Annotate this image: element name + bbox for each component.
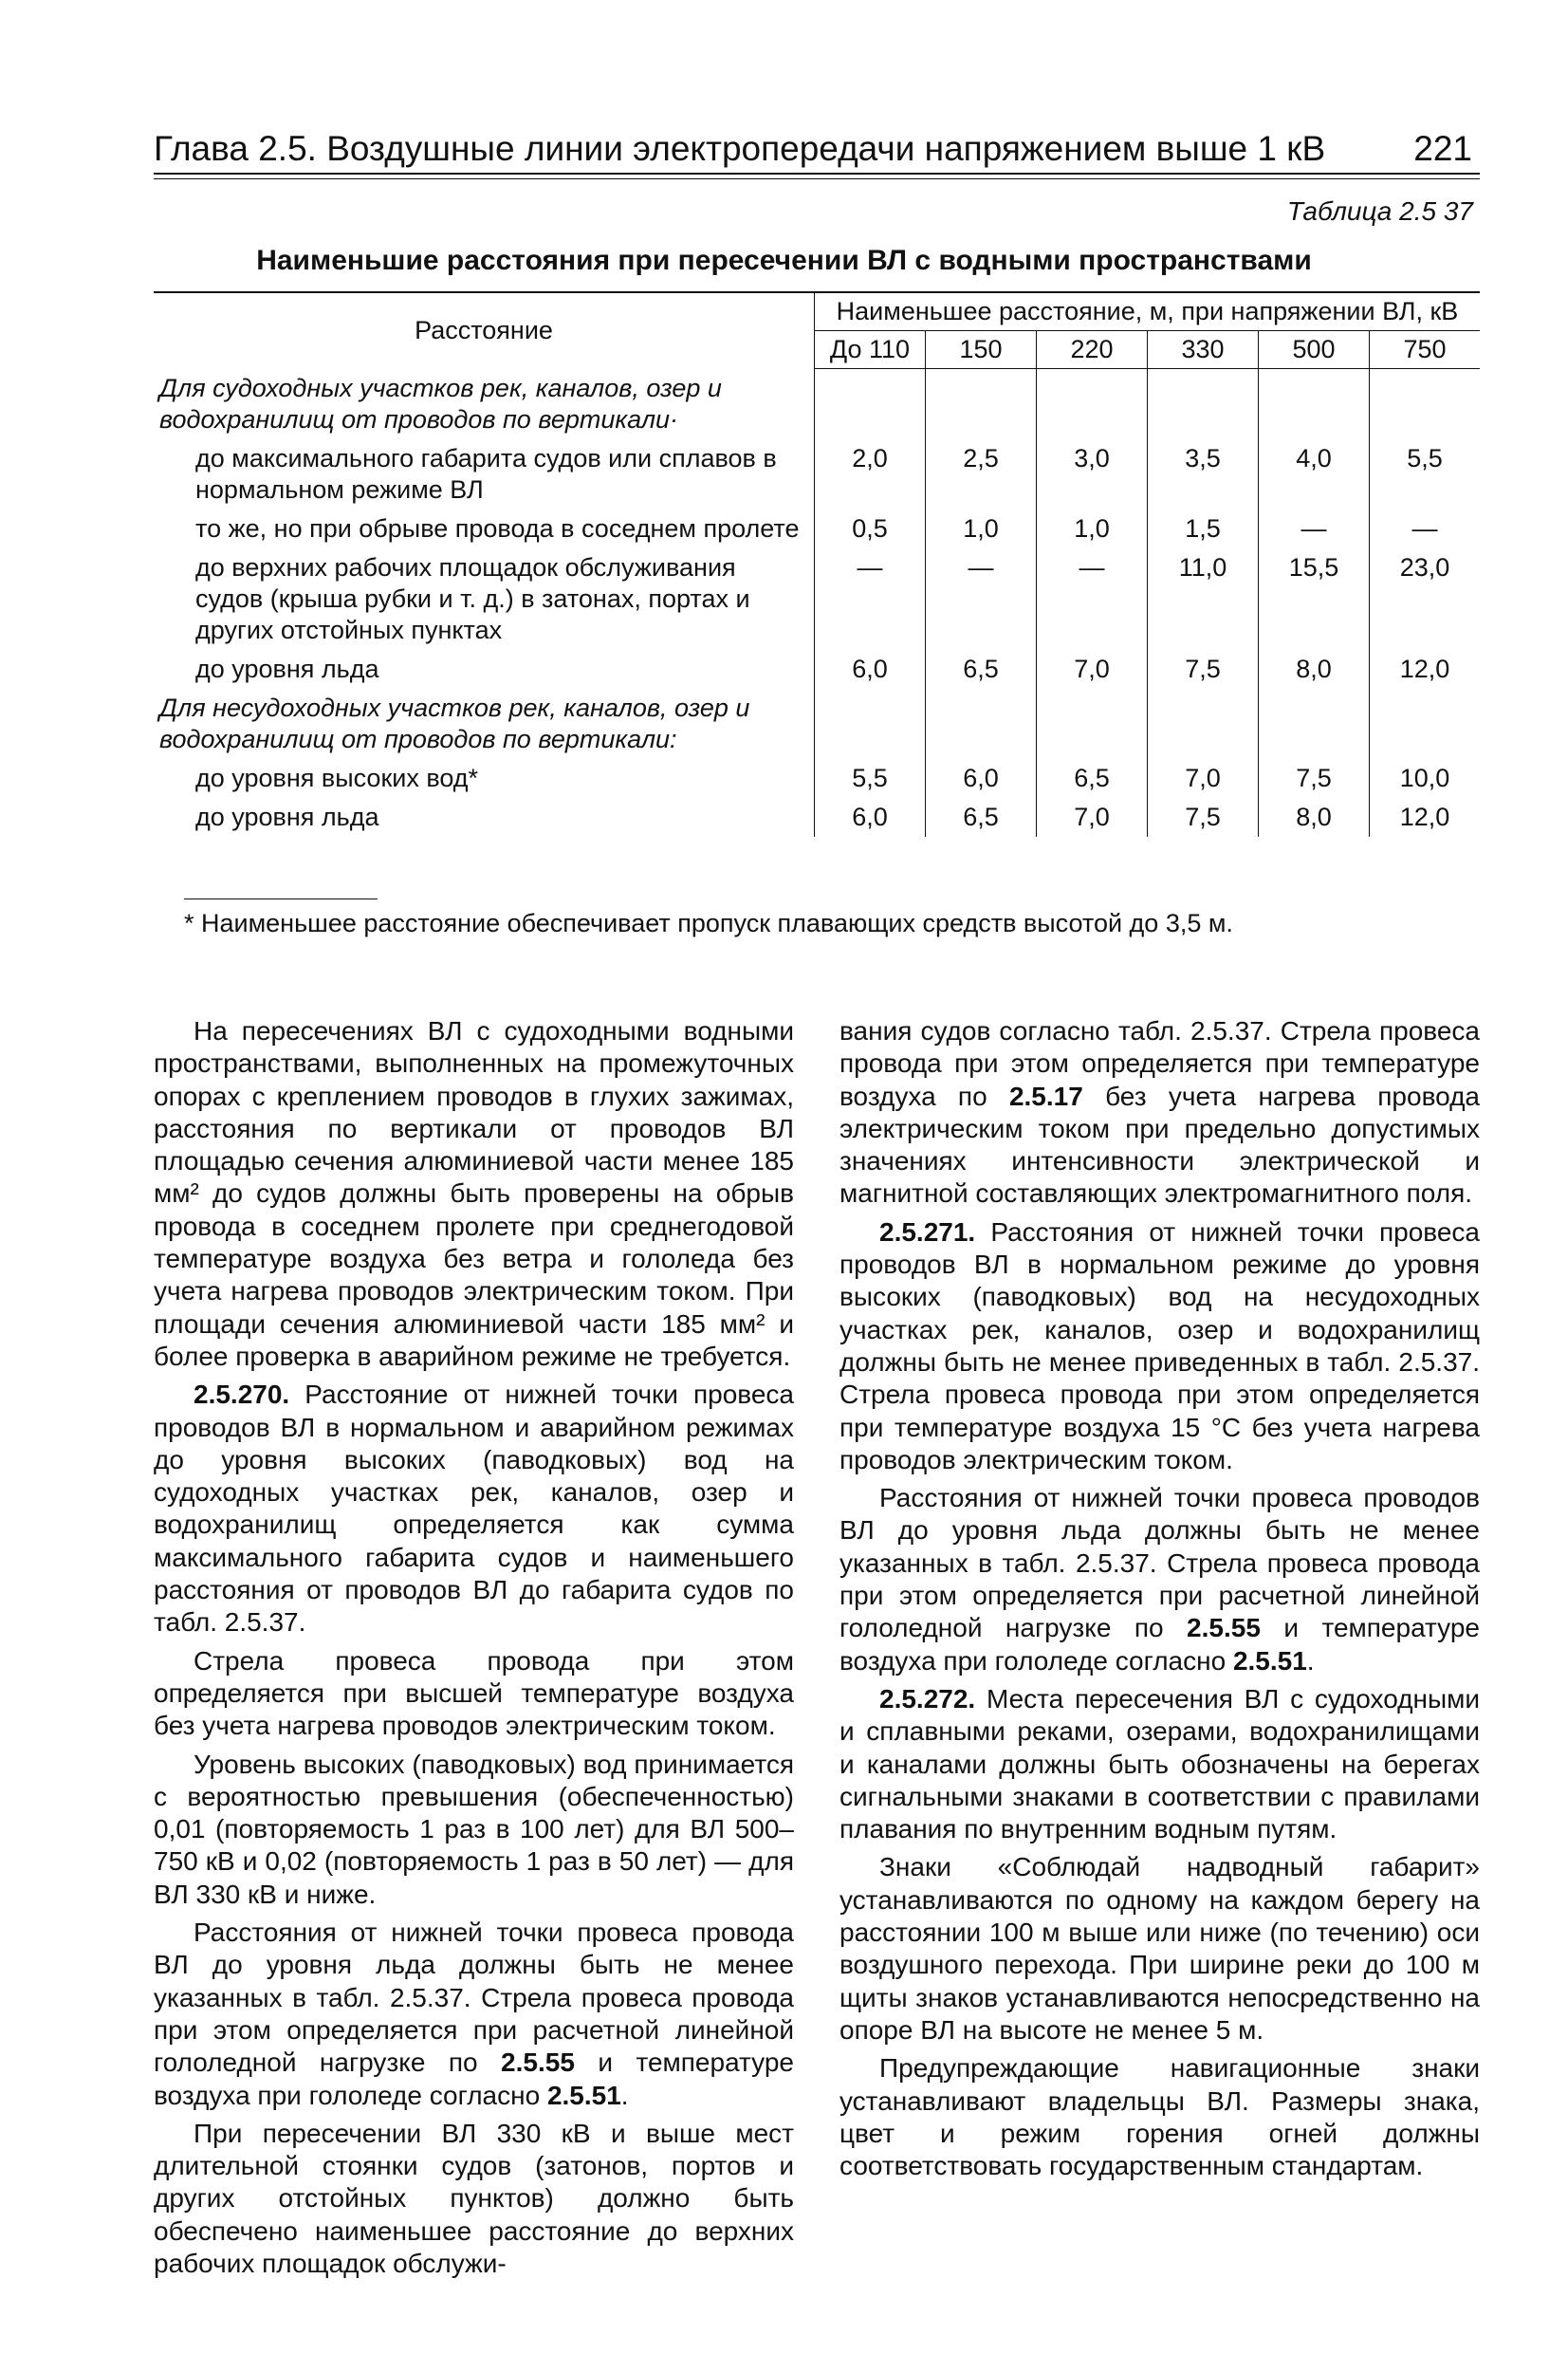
- cell-value: 8,0: [1259, 650, 1370, 689]
- cell-value: 12,0: [1370, 798, 1481, 837]
- table-row: [154, 798, 1480, 837]
- cell-value: 23,0: [1370, 548, 1481, 650]
- cell-value: [926, 689, 1037, 759]
- cell-value: 10,0: [1370, 759, 1481, 798]
- text-column-left: [154, 1015, 794, 2286]
- paragraph: [839, 1683, 1480, 1845]
- page-number: 221: [1413, 129, 1472, 168]
- paragraph-text: и температуре воздуха при гололеде согласно: [154, 2047, 795, 2110]
- clause-reference: 2.5.17: [1008, 1081, 1083, 1111]
- cell-value: 3,5: [1148, 439, 1259, 510]
- cell-value: —: [926, 548, 1037, 650]
- table-row: [154, 548, 1480, 650]
- cell-value: 6,5: [1037, 759, 1148, 798]
- paragraph: [839, 1015, 1480, 1211]
- cell-value: [815, 689, 926, 759]
- cell-value: 1,0: [1037, 510, 1148, 548]
- paragraph-text: и температуре воздуха при гололеде согласно: [839, 1613, 1481, 1676]
- voltage-header: 220: [1037, 331, 1148, 369]
- clause-reference: 2.5.51: [1232, 1645, 1307, 1676]
- cell-value: 6,5: [926, 650, 1037, 689]
- paragraph-text: Знаки «Соблюдай надводный габарит» устанавливаются по одному на каждом берегу на расстоянии 100 м выше или ниже (по течению) оси воздушного перехода. При ширине реки до 100 м щиты знаков устанавливаются непосредственно на опоре ВЛ на высоте не менее 5 м.: [839, 1852, 1480, 2045]
- cell-value: [1148, 689, 1259, 759]
- cell-value: 2,0: [815, 439, 926, 510]
- cell-value: —: [1370, 510, 1481, 548]
- cell-value: 7,0: [1037, 650, 1148, 689]
- cell-value: [1148, 369, 1259, 439]
- cell-value: [1037, 689, 1148, 759]
- paragraph-text: .: [620, 2080, 629, 2110]
- paragraph-text: Расстояния от нижней точки провеса проводов ВЛ до уровня льда должны быть не менее указанных в табл. 2.5.37. Стрела провеса провода при этом определяется при расчетной линейной гололедной нагрузке по: [839, 1483, 1480, 1643]
- cell-value: 11,0: [1148, 548, 1259, 650]
- cell-value: [1370, 369, 1481, 439]
- cell-value: —: [815, 548, 926, 650]
- paragraph-text: Стрела провеса провода при этом определяется при высшей температуре воздуха без учета нагрева проводов электрическим током.: [154, 1645, 794, 1741]
- text-column-right: [839, 1015, 1480, 2188]
- running-header: [154, 123, 1480, 175]
- table-row: [154, 369, 1480, 439]
- clause-number: 2.5.270.: [194, 1380, 290, 1410]
- paragraph: [154, 1645, 794, 1743]
- paragraph-text: При пересечении ВЛ 330 кВ и выше мест длительной стоянки судов (затонов, портов и других отстойных пунктов) должно быть обеспечено наименьшее расстояние до верхних рабочих площадок обслужи-: [154, 2118, 794, 2278]
- voltage-header: 500: [1259, 331, 1370, 369]
- cell-value: 7,5: [1148, 650, 1259, 689]
- paragraph: [154, 2118, 794, 2280]
- cell-value: 1,5: [1148, 510, 1259, 548]
- table-footnote: * Наименьшее расстояние обеспечивает пропуск плавающих средств высотой до 3,5 м.: [184, 909, 1233, 937]
- cell-value: —: [1037, 548, 1148, 650]
- row-label: то же, но при обрыве провода в соседнем пролете: [195, 513, 800, 543]
- paragraph-text: вания судов согласно табл. 2.5.37. Стрела провеса провода при этом определяется при температуре воздуха по: [839, 1016, 1480, 1111]
- table-number: Таблица 2.5 37: [1286, 196, 1473, 226]
- row-label: до уровня высоких вод*: [195, 763, 479, 792]
- cell-value: [1259, 689, 1370, 759]
- table-row: [154, 510, 1480, 548]
- voltage-header: 750: [1370, 331, 1481, 369]
- cell-value: 0,5: [815, 510, 926, 548]
- table-row: [154, 650, 1480, 689]
- clause-reference: 2.5.55: [501, 2047, 575, 2078]
- paragraph-text: Места пересечения ВЛ с судоходными и сплавными реками, озерами, водохранилищами и каналами должны быть обозначены на берегах сигнальными знаками в соответствии с правилами плавания по внутренним водным путям.: [839, 1683, 1480, 1844]
- voltage-header: 330: [1148, 331, 1259, 369]
- column-header-distance: Расстояние: [154, 292, 815, 369]
- cell-value: 4,0: [1259, 439, 1370, 510]
- cell-value: 7,5: [1259, 759, 1370, 798]
- clause-number: 2.5.271.: [879, 1216, 976, 1247]
- row-label: до максимального габарита судов или сплавов в нормальном режиме ВЛ: [195, 443, 777, 504]
- voltage-header: До 110: [815, 331, 926, 369]
- paragraph-text: Расстояния от нижней точки провеса проводов ВЛ в нормальном режиме до уровня высоких (паводковых) вод на несудоходных участках рек, каналов, озер и водохранилищ должны быть не менее приведенных в табл. 2.5.37. Стрела провеса провода при этом определяется при температуре воздуха 15 °С без учета нагрева проводов электрическим током.: [839, 1216, 1480, 1474]
- row-label: до уровня льда: [195, 802, 379, 831]
- cell-value: 2,5: [926, 439, 1037, 510]
- cell-value: 6,0: [926, 759, 1037, 798]
- paragraph-text: .: [1306, 1645, 1315, 1676]
- cell-value: [1037, 369, 1148, 439]
- cell-value: [926, 369, 1037, 439]
- cell-value: 6,5: [926, 798, 1037, 837]
- column-group-header: Наименьшее расстояние, м, при напряжении ВЛ, кВ: [815, 292, 1481, 331]
- cell-value: 5,5: [1370, 439, 1481, 510]
- paragraph: [839, 1216, 1480, 1476]
- cell-value: 5,5: [815, 759, 926, 798]
- clause-reference: 2.5.51: [546, 2080, 621, 2110]
- cell-value: 6,0: [815, 650, 926, 689]
- table-title: Наименьшие расстояния при пересечении ВЛ с водными пространствами: [256, 245, 1312, 276]
- cell-value: 1,0: [926, 510, 1037, 548]
- cell-value: 12,0: [1370, 650, 1481, 689]
- cell-value: 7,0: [1148, 759, 1259, 798]
- paragraph-text: На пересечениях ВЛ с судоходными водными пространствами, выполненных на промежуточных опорах с креплением проводов в глухих зажимах, расстояния по вертикали от проводов ВЛ площадью сечения алюминиевой части менее 185 мм² до судов должны быть проверены на обрыв провода в соседнем пролете при среднегодовой температуре воздуха без ветра и гололеда без учета нагрева проводов электрическим током. При площади сечения алюминиевой части 185 мм² и более проверка в аварийном режиме не требуется.: [154, 1016, 794, 1371]
- cell-value: 7,5: [1148, 798, 1259, 837]
- paragraph-text: Расстояние от нижней точки провеса проводов ВЛ в нормальном и аварийном режимах до уровня высоких (паводковых) вод на судоходных участках рек, каналов, озер и водохранилищ определяется как сумма максимального габарита судов и наименьшего расстояния от проводов ВЛ до габарита судов по табл. 2.5.37.: [154, 1380, 794, 1638]
- cell-value: 15,5: [1259, 548, 1370, 650]
- cell-value: [1259, 369, 1370, 439]
- paragraph: [839, 1851, 1480, 2047]
- row-label: Для судоходных участков рек, каналов, озер и водохранилищ от проводов по вертикали·: [159, 373, 722, 434]
- cell-value: [815, 369, 926, 439]
- paragraph: [839, 2052, 1480, 2182]
- table-row: [154, 689, 1480, 759]
- clause-number: 2.5.272.: [879, 1683, 976, 1714]
- row-label: Для несудоходных участков рек, каналов, озер и водохранилищ от проводов по вертикали:: [159, 693, 750, 753]
- chapter-title: Глава 2.5. Воздушные линии электропередачи напряжением выше 1 кВ: [154, 129, 1326, 168]
- cell-value: 6,0: [815, 798, 926, 837]
- paragraph-text: Расстояния от нижней точки провеса провода ВЛ до уровня льда должны быть не менее указанных в табл. 2.5.37. Стрела провеса провода при этом определяется при расчетной линейной гололедной нагрузке по: [154, 1918, 794, 2078]
- cell-value: 7,0: [1037, 798, 1148, 837]
- paragraph-text: Предупреждающие навигационные знаки устанавливают владельцы ВЛ. Размеры знака, цвет и режим горения огней должны соответствовать государственным стандартам.: [839, 2053, 1480, 2181]
- distance-table: [154, 291, 1480, 837]
- paragraph: [154, 1917, 794, 2112]
- clause-reference: 2.5.55: [1187, 1613, 1261, 1643]
- paragraph: [154, 1015, 794, 1373]
- header-divider: [154, 178, 1480, 179]
- cell-value: 8,0: [1259, 798, 1370, 837]
- row-label: до верхних рабочих площадок обслуживания судов (крыша рубки и т. д.) в затонах, портах и других отстойных пунктах: [195, 552, 750, 644]
- table-row: [154, 759, 1480, 798]
- cell-value: —: [1259, 510, 1370, 548]
- paragraph-text: Уровень высоких (паводковых) вод принимается с вероятностью превышения (обеспеченностью) 0,01 (повторяемость 1 раз в 100 лет) для ВЛ 500–750 кВ и 0,02 (повторяемость 1 раз в 50 лет) — для ВЛ 330 кВ и ниже.: [154, 1749, 794, 1909]
- row-label: до уровня льда: [195, 654, 379, 683]
- paragraph: [154, 1379, 794, 1639]
- cell-value: [1370, 689, 1481, 759]
- table-row: [154, 439, 1480, 510]
- paragraph: [839, 1482, 1480, 1677]
- cell-value: 3,0: [1037, 439, 1148, 510]
- paragraph: [154, 1749, 794, 1911]
- paragraph-text: без учета нагрева провода электрическим током при предельно допустимых значениях интенсивности электрической и магнитной составляющих электромагнитного поля.: [839, 1081, 1480, 1209]
- voltage-header: 150: [926, 331, 1037, 369]
